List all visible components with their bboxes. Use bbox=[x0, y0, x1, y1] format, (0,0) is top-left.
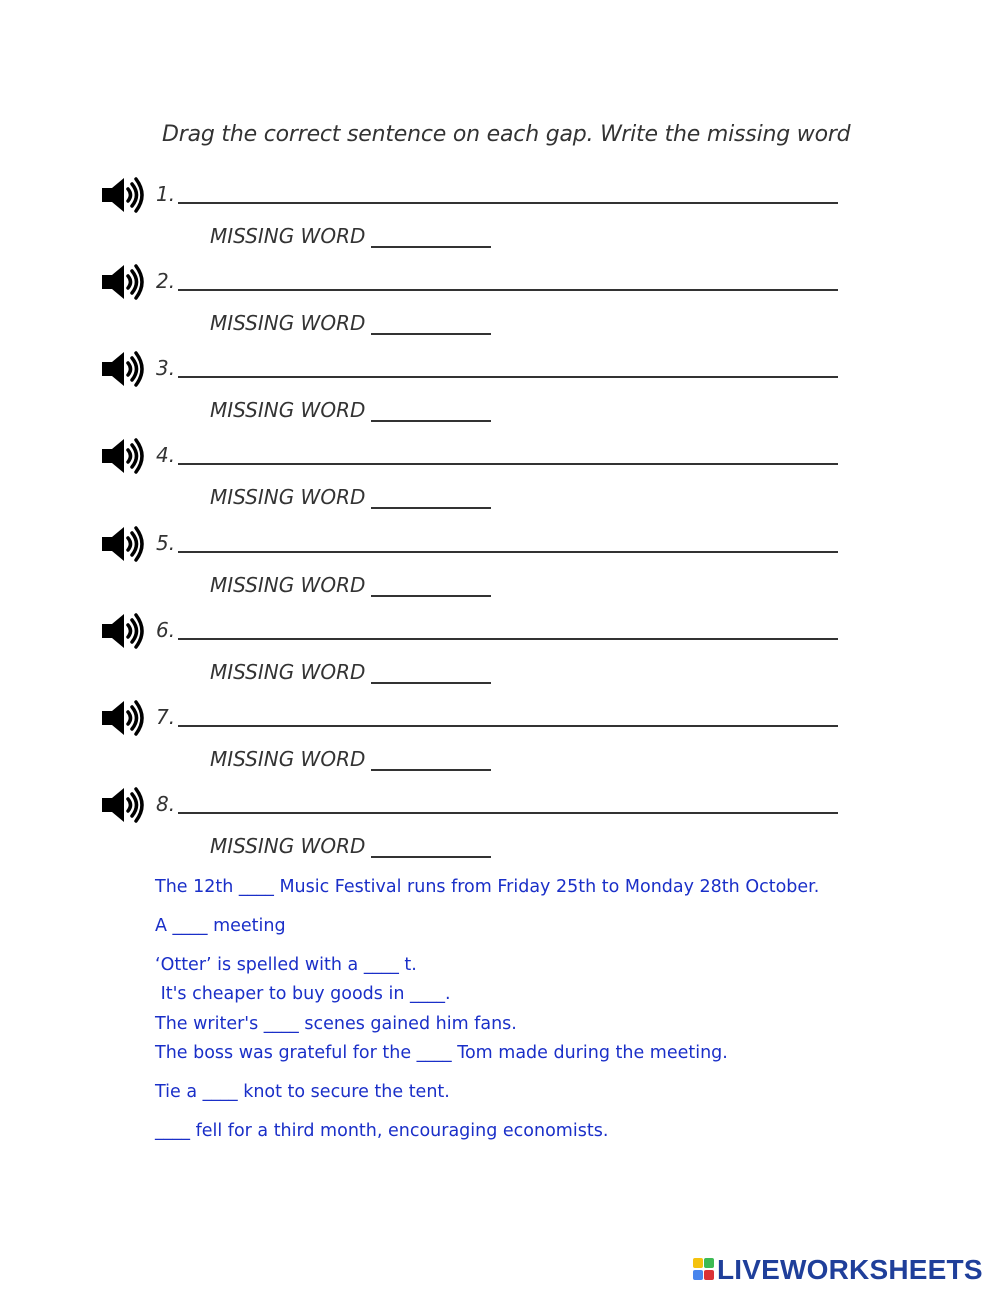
missing-word-input[interactable] bbox=[371, 834, 491, 858]
sentence-drop-gap[interactable] bbox=[178, 289, 838, 291]
missing-word-row bbox=[210, 834, 491, 858]
missing-word-label: MISSING WORD bbox=[210, 573, 366, 597]
sentence-row bbox=[100, 176, 860, 224]
missing-word-label: MISSING WORD bbox=[210, 224, 366, 248]
missing-word-label: MISSING WORD bbox=[210, 834, 366, 858]
sentence-row bbox=[100, 786, 860, 834]
sentence-drop-gap[interactable] bbox=[178, 725, 838, 727]
item-number: 8. bbox=[156, 792, 176, 816]
logo-squares-icon bbox=[693, 1258, 715, 1282]
missing-word-row bbox=[210, 747, 491, 771]
draggable-sentence[interactable]: The boss was grateful for the ____ Tom made during the meeting. bbox=[155, 1043, 728, 1063]
missing-word-row bbox=[210, 660, 491, 684]
exercise-item bbox=[100, 786, 860, 873]
sentence-drop-gap[interactable] bbox=[178, 463, 838, 465]
speaker-icon[interactable] bbox=[100, 176, 146, 214]
draggable-sentence[interactable]: ‘Otter’ is spelled with a ____ t. bbox=[155, 955, 417, 975]
sentence-drop-gap[interactable] bbox=[178, 551, 838, 553]
exercise-item bbox=[100, 612, 860, 699]
draggable-sentence[interactable]: The 12th ____ Music Festival runs from Friday 25th to Monday 28th October. bbox=[155, 877, 820, 897]
missing-word-row bbox=[210, 398, 491, 422]
missing-word-input[interactable] bbox=[371, 573, 491, 597]
missing-word-input[interactable] bbox=[371, 398, 491, 422]
missing-word-row bbox=[210, 573, 491, 597]
draggable-sentence[interactable]: The writer's ____ scenes gained him fans. bbox=[155, 1014, 517, 1034]
missing-word-row bbox=[210, 485, 491, 509]
item-number: 7. bbox=[156, 705, 176, 729]
speaker-icon[interactable] bbox=[100, 525, 146, 563]
missing-word-input[interactable] bbox=[371, 311, 491, 335]
draggable-sentence[interactable]: It's cheaper to buy goods in ____. bbox=[155, 984, 451, 1004]
liveworksheets-logo bbox=[693, 1254, 983, 1284]
missing-word-label: MISSING WORD bbox=[210, 660, 366, 684]
sentence-row bbox=[100, 612, 860, 660]
sentence-row bbox=[100, 525, 860, 573]
logo-text: LIVEWORKSHEETS bbox=[717, 1254, 983, 1285]
exercise-item bbox=[100, 176, 860, 263]
missing-word-label: MISSING WORD bbox=[210, 311, 366, 335]
exercise-item bbox=[100, 437, 860, 524]
sentence-drop-gap[interactable] bbox=[178, 812, 838, 814]
speaker-icon[interactable] bbox=[100, 786, 146, 824]
sentence-drop-gap[interactable] bbox=[178, 638, 838, 640]
exercise-item bbox=[100, 263, 860, 350]
item-number: 5. bbox=[156, 531, 176, 555]
missing-word-input[interactable] bbox=[371, 485, 491, 509]
missing-word-input[interactable] bbox=[371, 660, 491, 684]
missing-word-label: MISSING WORD bbox=[210, 485, 366, 509]
exercise-item bbox=[100, 525, 860, 612]
missing-word-label: MISSING WORD bbox=[210, 747, 366, 771]
draggable-sentence[interactable]: A ____ meeting bbox=[155, 916, 286, 936]
sentence-drop-gap[interactable] bbox=[178, 202, 838, 204]
missing-word-row bbox=[210, 224, 491, 248]
missing-word-row bbox=[210, 311, 491, 335]
item-number: 3. bbox=[156, 356, 176, 380]
item-number: 4. bbox=[156, 443, 176, 467]
item-number: 2. bbox=[156, 269, 176, 293]
sentence-row bbox=[100, 350, 860, 398]
draggable-sentence[interactable]: Tie a ____ knot to secure the tent. bbox=[155, 1082, 450, 1102]
speaker-icon[interactable] bbox=[100, 437, 146, 475]
speaker-icon[interactable] bbox=[100, 612, 146, 650]
missing-word-input[interactable] bbox=[371, 224, 491, 248]
exercise-item bbox=[100, 699, 860, 786]
speaker-icon[interactable] bbox=[100, 263, 146, 301]
instruction-text: Drag the correct sentence on each gap. Write the missing word bbox=[162, 122, 851, 147]
draggable-sentence[interactable]: ____ fell for a third month, encouraging economists. bbox=[155, 1121, 609, 1141]
sentence-row bbox=[100, 699, 860, 747]
exercise-item bbox=[100, 350, 860, 437]
speaker-icon[interactable] bbox=[100, 699, 146, 737]
item-number: 6. bbox=[156, 618, 176, 642]
missing-word-input[interactable] bbox=[371, 747, 491, 771]
sentence-row bbox=[100, 263, 860, 311]
speaker-icon[interactable] bbox=[100, 350, 146, 388]
sentence-drop-gap[interactable] bbox=[178, 376, 838, 378]
item-number: 1. bbox=[156, 182, 176, 206]
missing-word-label: MISSING WORD bbox=[210, 398, 366, 422]
sentence-row bbox=[100, 437, 860, 485]
